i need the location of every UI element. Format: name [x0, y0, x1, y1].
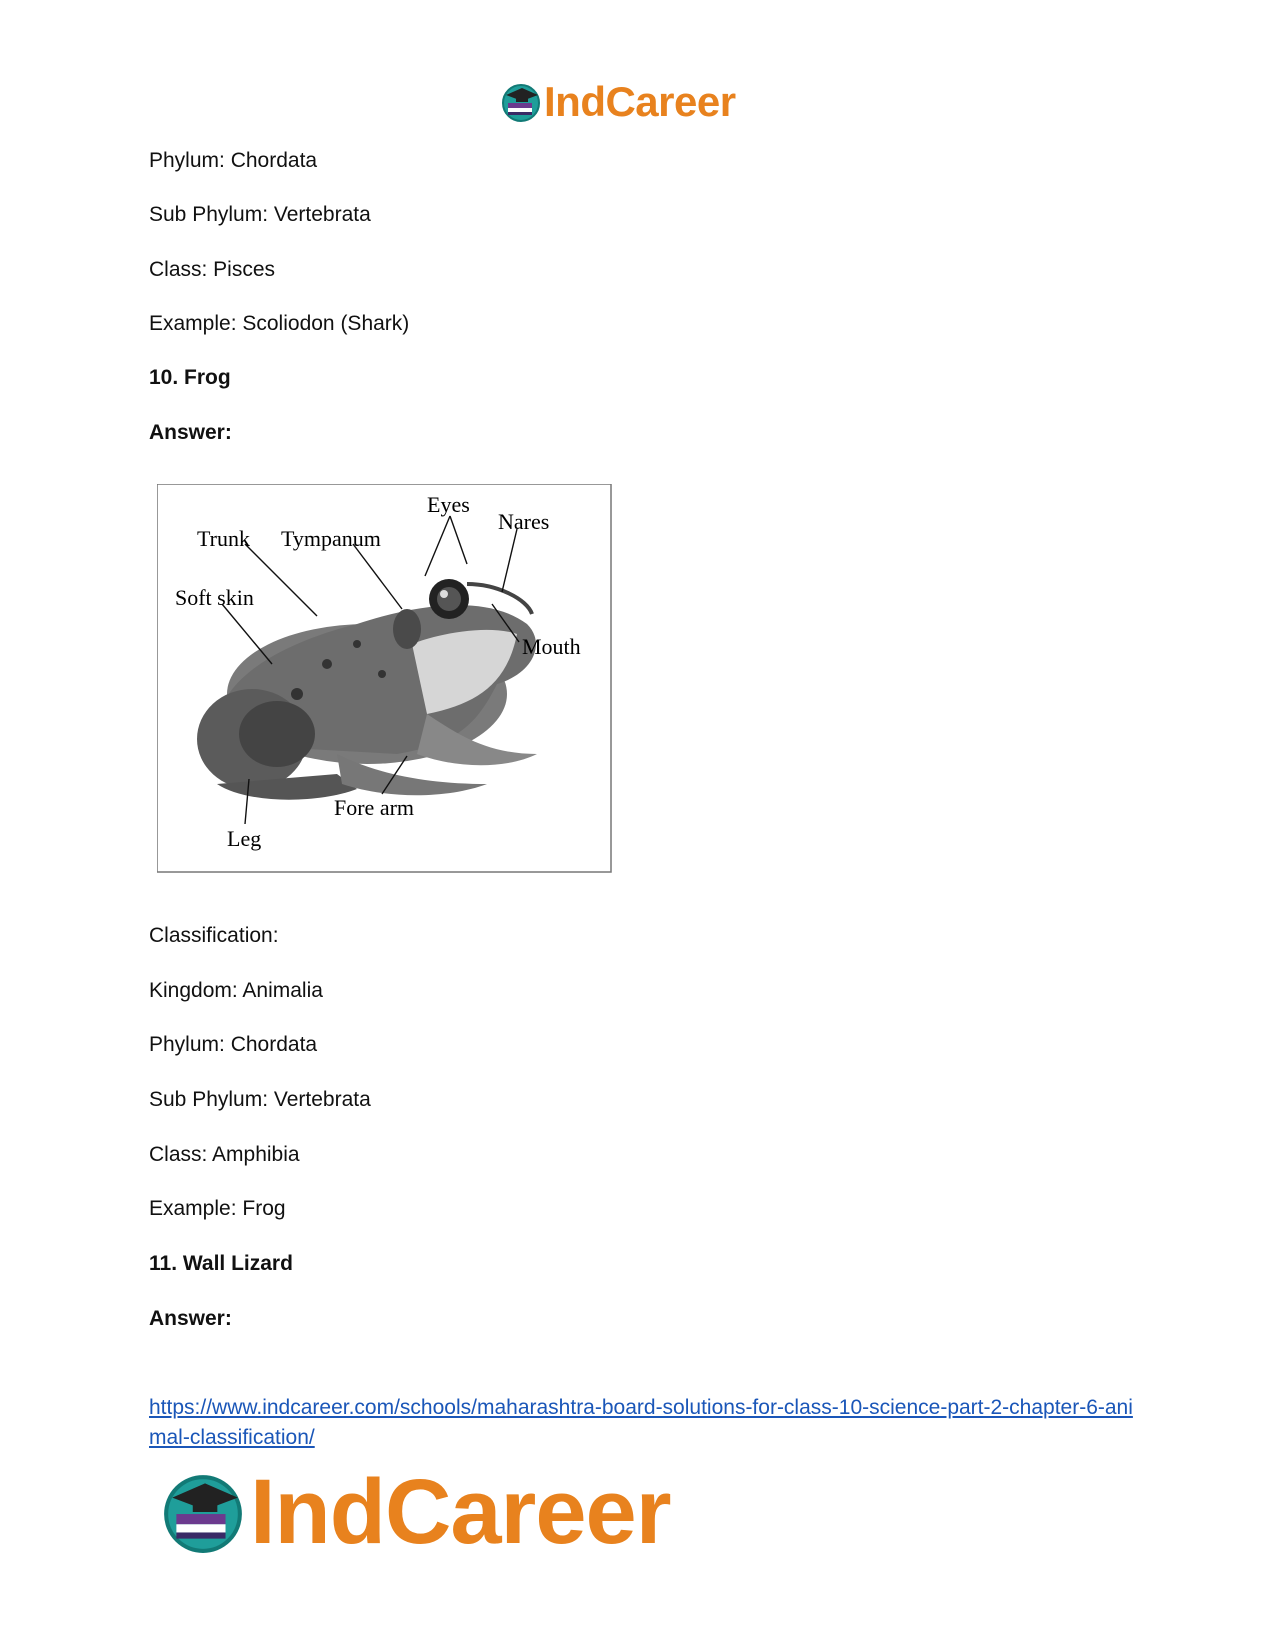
- frog-diagram: [157, 484, 618, 879]
- label-trunk: Trunk: [197, 526, 250, 551]
- footer-logo: [160, 1460, 671, 1563]
- graduation-cap-book-icon: [160, 1469, 246, 1555]
- label-eyes: Eyes: [427, 492, 470, 517]
- label-fore-arm: Fore arm: [334, 795, 415, 820]
- text-sub-phylum: Sub Phylum: Vertebrata: [149, 203, 371, 226]
- answer-label-2: Answer:: [149, 1307, 232, 1330]
- text-example: Example: Scoliodon (Shark): [149, 312, 410, 335]
- label-soft-skin: Soft skin: [175, 585, 254, 610]
- text-classification: Classification:: [149, 924, 279, 947]
- text-example-2: Example: Frog: [149, 1197, 286, 1220]
- graduation-cap-book-icon: [500, 81, 542, 123]
- text-class-2: Class: Amphibia: [149, 1143, 300, 1166]
- header-logo: [500, 78, 736, 126]
- text-phylum-2: Phylum: Chordata: [149, 1033, 318, 1056]
- text-class: Class: Pisces: [149, 258, 276, 281]
- label-tympanum: Tympanum: [281, 526, 381, 551]
- text-sub-phylum-2: Sub Phylum: Vertebrata: [149, 1088, 371, 1111]
- footer-link[interactable]: https://www.indcareer.com/schools/maharashtra-board-solutions-for-class-10-science-part-2-chapter-6-animal-classification/: [149, 1396, 1133, 1449]
- text-phylum: Phylum: Chordata: [149, 149, 318, 172]
- question-heading-2: 11. Wall Lizard: [149, 1252, 293, 1275]
- logo-wordmark: IndCareer: [250, 1460, 671, 1563]
- logo-wordmark: IndCareer: [544, 78, 736, 125]
- label-nares: Nares: [498, 509, 550, 534]
- answer-label: Answer:: [149, 421, 232, 444]
- label-leg: Leg: [227, 826, 262, 851]
- text-kingdom: Kingdom: Animalia: [149, 979, 323, 1002]
- question-heading: 10. Frog: [149, 366, 231, 389]
- label-mouth: Mouth: [522, 634, 581, 659]
